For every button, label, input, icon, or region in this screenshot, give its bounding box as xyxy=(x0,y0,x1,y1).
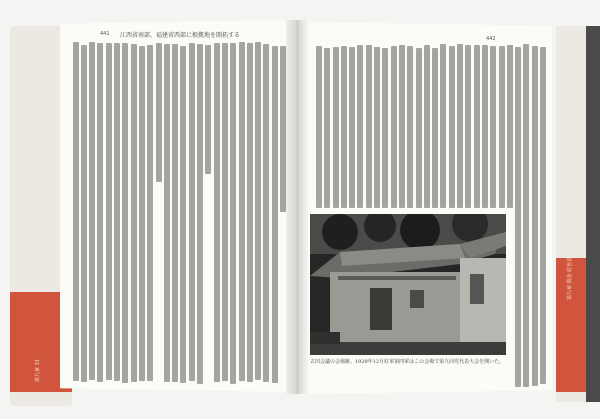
text-column xyxy=(507,45,513,208)
text-column xyxy=(73,42,79,381)
text-column xyxy=(97,43,103,382)
text-column xyxy=(222,43,228,381)
text-column xyxy=(180,46,186,383)
text-column xyxy=(449,46,455,208)
table-edge-right xyxy=(586,26,600,402)
text-column xyxy=(147,45,153,381)
text-column xyxy=(382,48,388,208)
text-column xyxy=(440,44,446,208)
historic-building-photo xyxy=(310,214,506,355)
text-column xyxy=(366,45,372,208)
text-column xyxy=(255,42,261,380)
text-column xyxy=(172,44,178,383)
text-column xyxy=(432,48,438,208)
text-column xyxy=(407,46,413,208)
right-spine-label: 第九章 瑞金 紅色首都の建設 xyxy=(567,236,573,300)
text-column xyxy=(156,43,162,183)
text-column xyxy=(197,44,203,384)
text-column xyxy=(247,43,253,382)
text-column xyxy=(164,44,170,383)
text-column xyxy=(523,44,529,387)
text-column xyxy=(540,47,546,384)
text-column xyxy=(324,48,330,208)
text-column xyxy=(131,44,137,382)
text-column xyxy=(357,45,363,208)
left-spine-label: 第九章 31 xyxy=(35,359,41,382)
text-column xyxy=(532,46,538,385)
left-page-header: 江西省南部，福建省西部に根拠地を開拓する xyxy=(120,32,241,39)
text-column xyxy=(482,45,488,208)
text-column xyxy=(81,45,87,382)
text-column xyxy=(349,47,355,208)
text-column xyxy=(205,45,211,174)
text-column xyxy=(280,46,286,212)
text-column xyxy=(230,43,236,384)
photo-caption: 古田会議の会場跡。1929年12月紅軍第四軍はこの会場で第九回党代表大会を開いた。 xyxy=(310,359,505,365)
text-column xyxy=(499,46,505,208)
text-column xyxy=(457,44,463,208)
text-column xyxy=(122,43,128,383)
text-column xyxy=(316,46,322,208)
book-gutter xyxy=(286,20,308,394)
right-page-number: 442 xyxy=(486,36,496,42)
text-column xyxy=(465,45,471,208)
text-column xyxy=(89,42,95,380)
left-page-number: 441 xyxy=(100,31,110,37)
text-column xyxy=(490,46,496,208)
text-column xyxy=(214,43,220,382)
text-column xyxy=(189,43,195,381)
text-column xyxy=(239,42,245,381)
text-column xyxy=(333,47,339,208)
text-column xyxy=(106,43,112,381)
text-column xyxy=(272,46,278,384)
text-column xyxy=(515,47,521,387)
text-column xyxy=(391,46,397,208)
text-column xyxy=(341,46,347,208)
text-column xyxy=(263,44,269,382)
text-column xyxy=(399,45,405,208)
text-column xyxy=(139,46,145,381)
text-column xyxy=(474,45,480,208)
text-column xyxy=(424,45,430,208)
text-column xyxy=(114,43,120,381)
text-column xyxy=(416,48,422,208)
text-column xyxy=(374,47,380,208)
